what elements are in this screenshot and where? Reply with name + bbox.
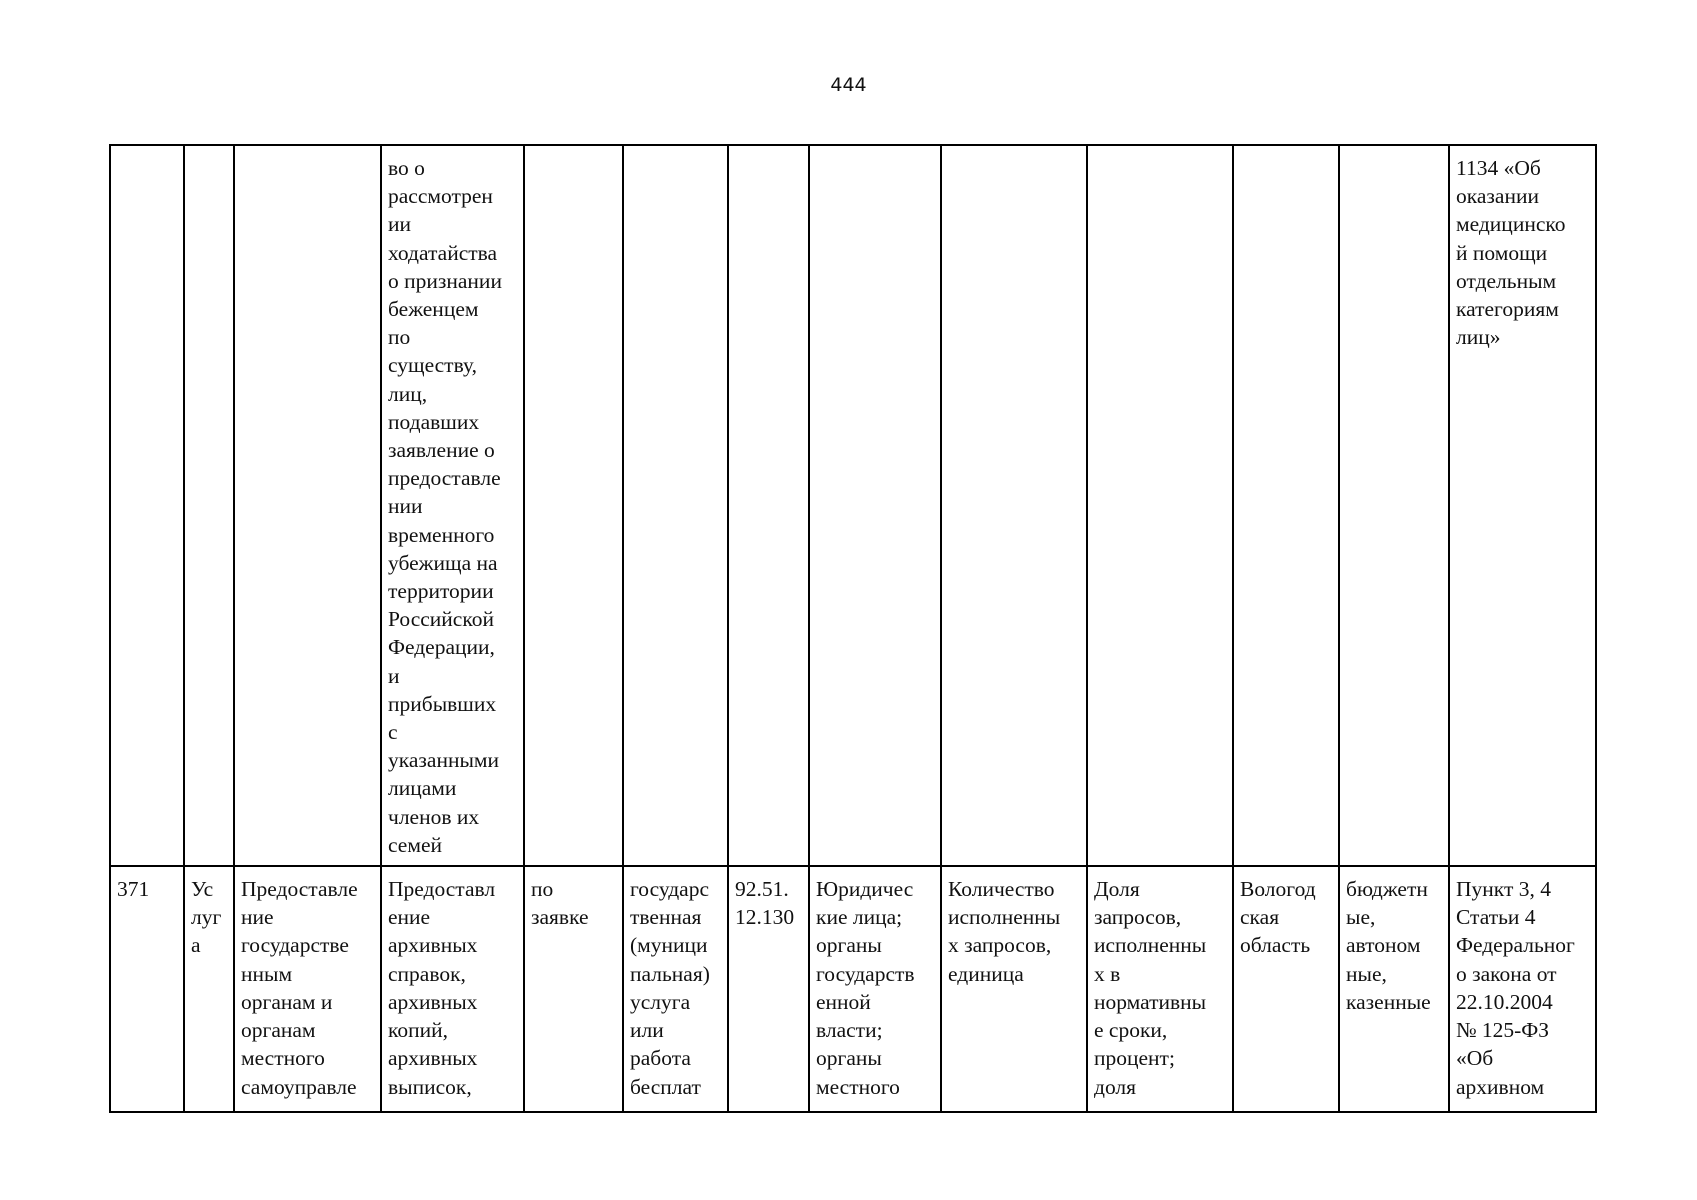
cell-content: Предоставл ение архивных справок, архивных копий, архивных выписок, bbox=[381, 866, 524, 1112]
cell-content: во о рассмотрен ии ходатайства о признании беженцем по существу, лиц, подавших заявление о предоставле нии временного убежища на территории Российской Федерации, и прибывших с указанными лицами членов их семей bbox=[381, 145, 524, 866]
cell-number bbox=[110, 145, 184, 866]
table-row bbox=[110, 145, 1596, 866]
cell-legal-basis: 1134 «Об оказании медицинско й помощи отдельным категориям лиц» bbox=[1449, 145, 1596, 866]
cell-code bbox=[728, 145, 809, 866]
table-row bbox=[110, 866, 1596, 1112]
cell-kind: государс твенная (муници пальная) услуга или работа бесплат bbox=[623, 866, 728, 1112]
cell-volume-indicator bbox=[941, 145, 1087, 866]
cell-condition bbox=[524, 145, 623, 866]
page-number: 444 bbox=[830, 74, 867, 96]
cell-consumers: Юридичес кие лица; органы государств енной власти; органы местного bbox=[809, 866, 941, 1112]
cell-service-name: Предоставле ние государстве нным органам и органам местного самоуправле bbox=[234, 866, 381, 1112]
registry-table bbox=[109, 144, 1597, 1113]
cell-service-name bbox=[234, 145, 381, 866]
cell-condition: по заявке bbox=[524, 866, 623, 1112]
cell-type: Ус луг а bbox=[184, 866, 234, 1112]
cell-volume-indicator: Количество исполненны х запросов, единица bbox=[941, 866, 1087, 1112]
cell-region: Вологод ская область bbox=[1233, 866, 1339, 1112]
cell-legal-basis: Пункт 3, 4 Статьи 4 Федеральног о закона от 22.10.2004 № 125-ФЗ «Об архивном bbox=[1449, 866, 1596, 1112]
cell-region bbox=[1233, 145, 1339, 866]
cell-type bbox=[184, 145, 234, 866]
cell-quality-indicator bbox=[1087, 145, 1233, 866]
cell-quality-indicator: Доля запросов, исполненны х в нормативны е сроки, процент; доля bbox=[1087, 866, 1233, 1112]
cell-consumers bbox=[809, 145, 941, 866]
cell-institution-type: бюджетн ые, автоном ные, казенные bbox=[1339, 866, 1449, 1112]
cell-code: 92.51. 12.130 bbox=[728, 866, 809, 1112]
cell-number: 371 bbox=[110, 866, 184, 1112]
cell-institution-type bbox=[1339, 145, 1449, 866]
cell-kind bbox=[623, 145, 728, 866]
